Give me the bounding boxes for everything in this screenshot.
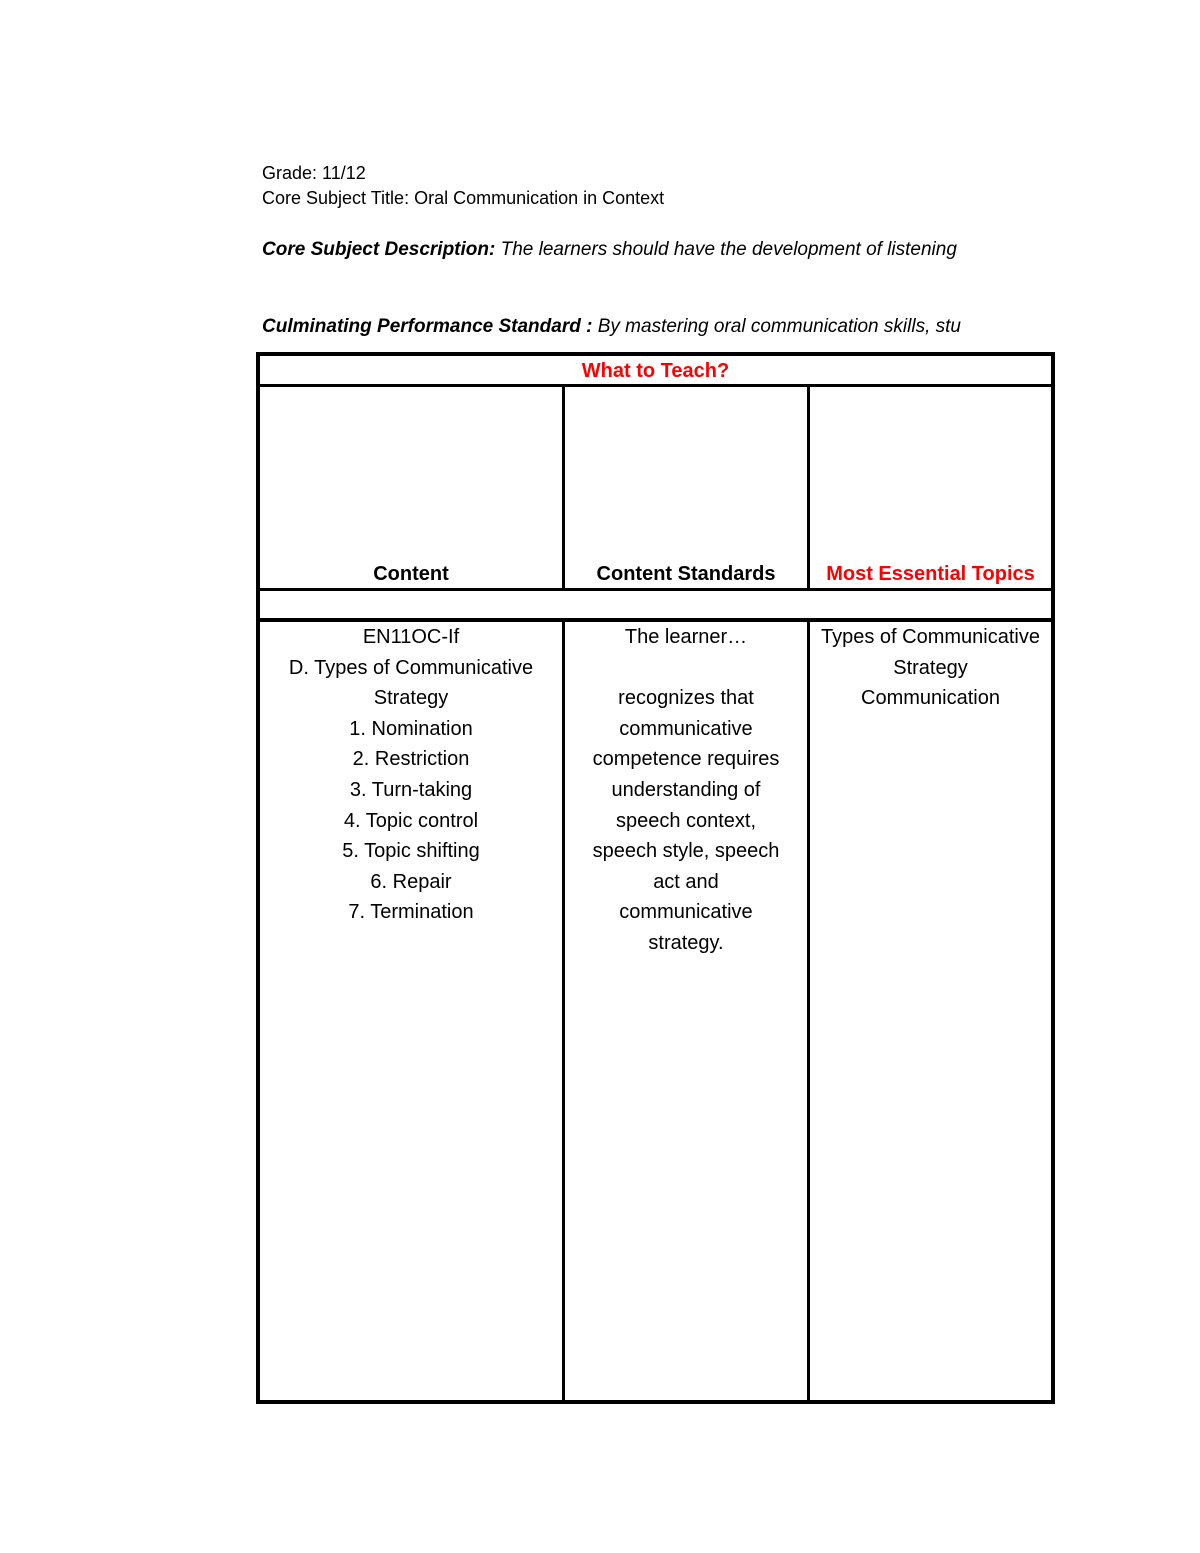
list-item: EN11OC-If	[362, 626, 460, 648]
subject-description-label: Core Subject Description:	[262, 239, 496, 260]
list-item: Communication	[861, 687, 1000, 710]
column-header-most-essential-topics: Most Essential Topics	[826, 563, 1035, 585]
list-item: competence requires	[592, 748, 780, 771]
content-standards-cell	[565, 622, 807, 959]
most-essential-topics-cell	[810, 622, 1051, 714]
list-item: 7. Termination	[348, 901, 474, 924]
grade-label: Grade: 11/12	[262, 163, 366, 183]
list-item: speech style, speech	[592, 840, 780, 863]
list-item: 2. Restriction	[352, 748, 470, 771]
subject-title: Core Subject Title: Oral Communication in Context	[262, 188, 665, 208]
list-item	[565, 653, 807, 684]
list-item: act and	[653, 870, 719, 893]
list-item: Types of Communicative	[821, 626, 1040, 648]
list-item: 4. Topic control	[343, 809, 479, 832]
list-item: The learner…	[624, 626, 748, 648]
list-item: 5. Topic shifting	[342, 840, 480, 863]
column-header-content: Content	[373, 563, 449, 585]
table-title: What to Teach?	[581, 360, 730, 382]
subject-description	[262, 239, 1055, 261]
list-item: Strategy	[373, 687, 449, 710]
list-item: 1. Nomination	[349, 717, 473, 740]
list-item: 6. Repair	[370, 870, 452, 893]
list-item: understanding of	[611, 778, 761, 801]
column-header-content-standards: Content Standards	[596, 563, 776, 585]
list-item: communicative	[619, 717, 753, 740]
performance-standard-label: Culminating Performance Standard :	[262, 316, 593, 337]
performance-standard-text: By mastering oral communication skills, stu	[597, 316, 961, 337]
list-item: 3. Turn-taking	[349, 778, 473, 801]
list-item: speech context,	[615, 809, 757, 832]
list-item: recognizes that	[618, 687, 754, 710]
subject-description-text: The learners should have the development of listening	[500, 239, 957, 260]
list-item: D. Types of Communicative	[288, 656, 534, 679]
performance-standard	[262, 316, 1055, 338]
list-item: communicative	[619, 901, 753, 924]
list-item: Strategy	[893, 656, 968, 679]
list-item: strategy.	[648, 931, 724, 954]
content-cell	[260, 622, 562, 928]
